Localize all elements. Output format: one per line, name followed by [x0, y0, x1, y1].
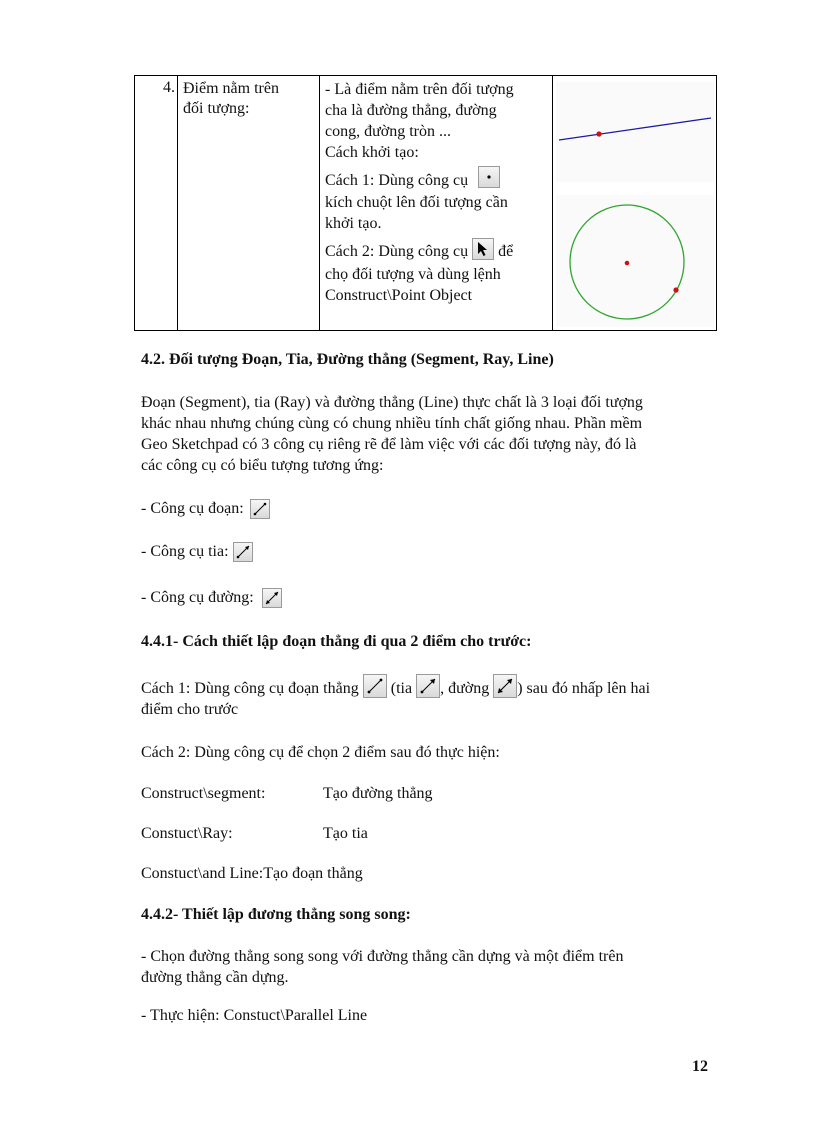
desc-line: cha là đường thẳng, đường	[325, 102, 497, 119]
method1-line: khởi tạo.	[325, 215, 382, 233]
tool-label: - Công cụ đoạn:	[141, 500, 244, 517]
paragraph-line: - Thực hiện: Constuct\Parallel Line	[141, 1007, 368, 1024]
command-name: Constuct\and Line:	[141, 865, 264, 883]
method1-text: , đường	[440, 680, 490, 697]
point-on-circle	[673, 287, 678, 292]
segment-tool-icon	[250, 499, 270, 519]
ray-tool-icon	[233, 542, 253, 562]
command-desc: Tạo đoạn thẳng	[263, 865, 363, 883]
circle-center-point	[625, 261, 630, 266]
command-row	[141, 825, 368, 843]
tool-line-line	[141, 588, 282, 608]
tool-line-segment	[141, 499, 270, 519]
table-divider	[552, 76, 553, 330]
method2-line: chọ đối tượng và dùng lệnh	[325, 265, 501, 283]
row-name-line: đối tượng:	[183, 100, 250, 117]
paragraph-line: Đoạn (Segment), tia (Ray) và đường thẳng (Line) thực chất là 3 loại đối tượng	[141, 394, 643, 411]
section-heading: 4.2. Đối tượng Đoạn, Tia, Đường thẳng (Segment, Ray, Line)	[141, 351, 554, 368]
method1-text: (tia	[390, 680, 413, 697]
method1-text: Cách 1: Dùng công cụ	[325, 172, 469, 189]
paragraph-line: đường thẳng cần dựng.	[141, 969, 289, 986]
tool-line-ray	[141, 542, 253, 562]
method2-line	[325, 241, 546, 263]
method2-line: Construct\Point Object	[325, 286, 473, 304]
line-tool-icon	[493, 674, 517, 698]
section-paragraph	[141, 392, 710, 476]
point-on-line	[596, 131, 601, 136]
line-tool-icon	[262, 588, 282, 608]
tool-label: - Công cụ đường:	[141, 589, 254, 606]
command-row	[141, 785, 433, 803]
desc-line: cong, đường tròn ...	[325, 123, 452, 140]
row-name	[183, 79, 313, 119]
method2-text: để	[498, 243, 514, 261]
table-divider	[177, 76, 178, 330]
page-number: 12	[692, 1058, 708, 1075]
row-description	[325, 79, 546, 306]
method1-text: Cách 1: Dùng công cụ đoạn thẳng	[141, 680, 359, 697]
paragraph-line: Geo Sketchpad có 3 công cụ riêng rẽ để làm việc với các đối tượng này, đó là	[141, 436, 637, 453]
ray-tool-icon	[416, 674, 440, 698]
method2-line: Cách 2: Dùng công cụ để chọn 2 điểm sau đó thực hiện:	[141, 744, 500, 761]
method1-line	[325, 170, 546, 192]
command-row	[141, 865, 363, 883]
segment-tool-icon	[363, 674, 387, 698]
desc-line: - Là điểm nằm trên đối tượng	[325, 81, 514, 98]
command-desc: Tạo đường thẳng	[323, 785, 433, 803]
arrow-select-tool-icon	[472, 238, 494, 260]
section-heading: 4.4.1- Cách thiết lập đoạn thẳng đi qua 2 điểm cho trước:	[141, 633, 532, 650]
method1-line	[141, 677, 710, 701]
command-desc: Tạo tia	[323, 825, 368, 843]
point-on-circle-figure	[556, 195, 714, 327]
row-number: 4.	[163, 79, 175, 96]
point-on-line-figure	[556, 82, 714, 182]
method1-line: kích chuột lên đối tượng cần	[325, 194, 508, 212]
section-heading: 4.4.2- Thiết lập đương thẳng song song:	[141, 906, 411, 923]
table-divider	[319, 76, 320, 330]
paragraph-line: khác nhau nhưng chúng cùng có chung nhiều tính chất giống nhau. Phần mềm	[141, 415, 643, 432]
command-name: Construct\segment:	[141, 785, 266, 803]
section-paragraph	[141, 946, 710, 988]
method1-text: ) sau đó nhấp lên hai	[517, 680, 651, 697]
paragraph-line: - Chọn đường thẳng song song với đường thẳng cần dựng và một điểm trên	[141, 948, 624, 965]
method1-line: điểm cho trước	[141, 701, 239, 719]
tool-label: - Công cụ tia:	[141, 543, 229, 560]
method1-paragraph	[141, 677, 710, 719]
method2-text: Cách 2: Dùng công cụ	[325, 243, 469, 261]
desc-line: Cách khởi tạo:	[325, 144, 419, 161]
paragraph-line: các công cụ có biểu tượng tương ứng:	[141, 457, 384, 474]
command-name: Constuct\Ray:	[141, 825, 233, 843]
row-name-line: Điểm nằm trên	[183, 80, 279, 97]
point-tool-icon	[478, 166, 500, 188]
